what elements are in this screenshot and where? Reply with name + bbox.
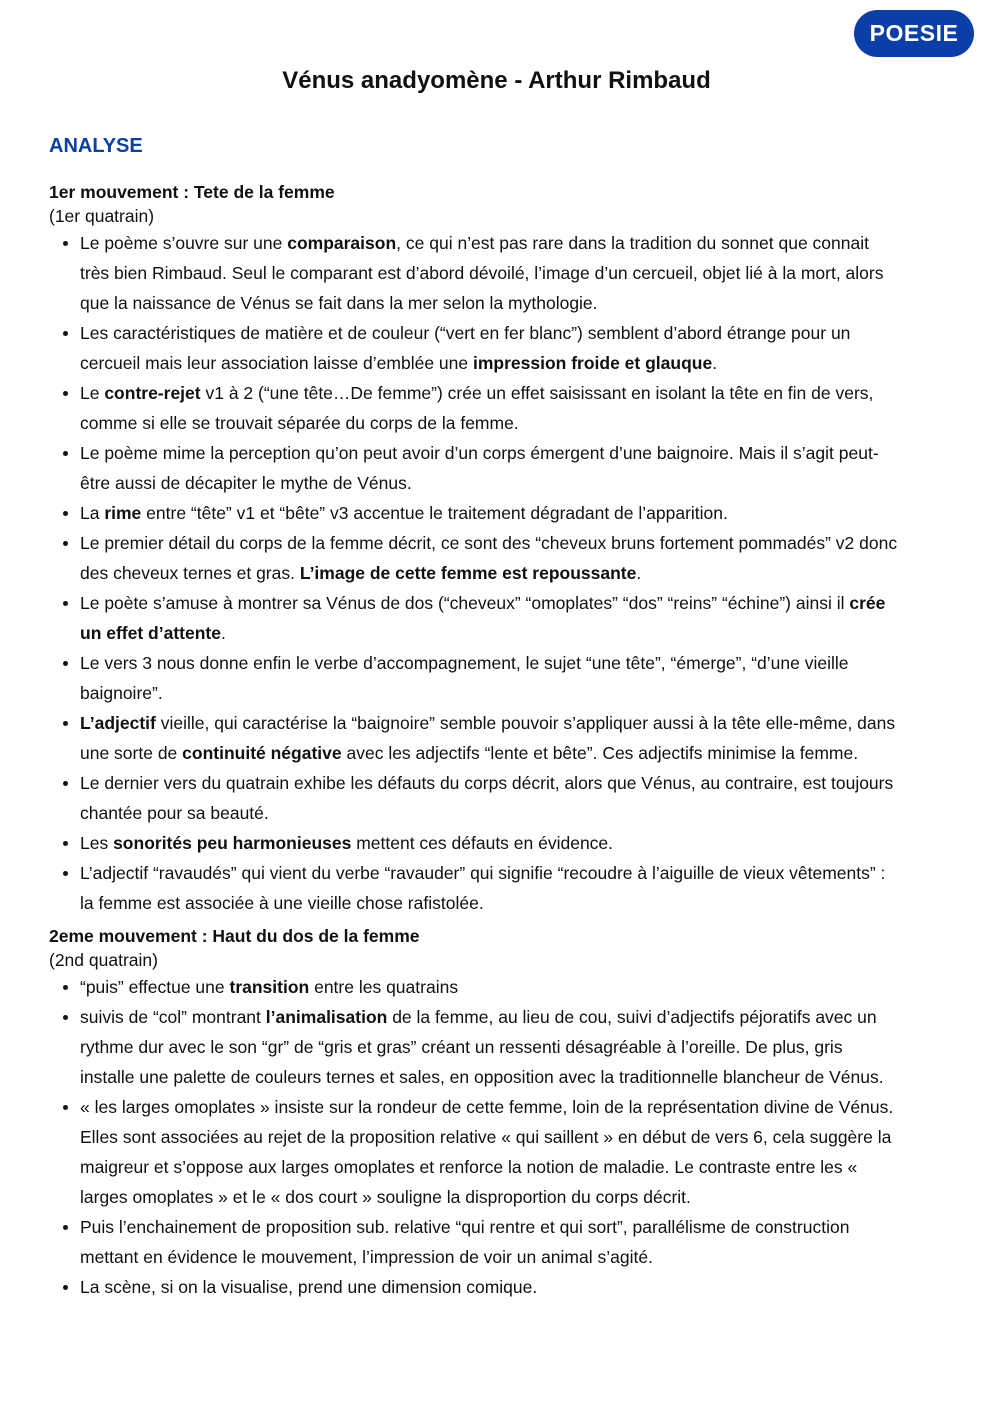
text-run: L’adjectif “ravaudés” qui vient du verbe “ravauder” qui signifie “recoudre à l’aiguille de vieux vêtements” : la femme est associée à une vieille chose rafistolée. [80, 863, 886, 913]
document-title: Vénus anadyomène - Arthur Rimbaud [282, 67, 711, 94]
bold-text: crée un effet d’attente [80, 593, 886, 643]
text-run: Les [80, 833, 114, 853]
bullet-list [49, 228, 899, 918]
text-run: Le vers 3 nous donne enfin le verbe d’accompagnement, le sujet “une tête”, “émerge”, “d’une vieille baignoire”. [80, 653, 849, 703]
bold-text: impression froide et glauque [472, 353, 713, 373]
bullet-item [49, 708, 899, 768]
text-run: . [712, 353, 718, 373]
text-run: mettent ces défauts en évidence. [351, 833, 614, 853]
bullet-item [49, 1002, 899, 1092]
bold-text: L’adjectif [80, 713, 156, 733]
text-run: avec les adjectifs “lente et bête”. Ces adjectifs minimise la femme. [341, 743, 859, 763]
bullet-item [49, 588, 899, 648]
bold-text: transition [229, 977, 310, 997]
bold-text: continuité négative [182, 743, 342, 763]
movement-subtitle: (2nd quatrain) [49, 950, 158, 970]
text-run: suivis de “col” montrant [80, 1007, 266, 1027]
text-run: vieille, qui caractérise la “baignoire” semble pouvoir s’appliquer aussi à la tête elle-même, dans une sorte de [80, 713, 896, 763]
bullet-item [49, 1212, 899, 1272]
text-run: . [220, 623, 226, 643]
bullet-item [49, 1272, 899, 1302]
bold-text: contre-rejet [104, 383, 201, 403]
movement-title: 1er mouvement : Tete de la femme [49, 182, 335, 202]
bullet-item [49, 972, 899, 1002]
text-run: La scène, si on la visualise, prend une dimension comique. [80, 1277, 538, 1297]
section-label-analyse: ANALYSE [49, 135, 143, 157]
bold-text: L’image de cette femme est repoussante [299, 563, 637, 583]
text-run: Le [80, 383, 105, 403]
movement-1 [49, 180, 899, 918]
text-run: Les caractéristiques de matière et de couleur (“vert en fer blanc”) semblent d’abord étrange pour un cercueil mais leur association laisse d’emblée une [80, 323, 851, 373]
movement-2 [49, 924, 899, 1302]
bullet-item [49, 378, 899, 438]
text-run: La [80, 503, 105, 523]
text-run: Le poème s’ouvre sur une [80, 233, 288, 253]
movement-subtitle: (1er quatrain) [49, 206, 155, 226]
bullet-item [49, 1092, 899, 1212]
bullet-item [49, 438, 899, 498]
text-run: entre “tête” v1 et “bête” v3 accentue le traitement dégradant de l’apparition. [141, 503, 728, 523]
bullet-item [49, 228, 899, 318]
text-run: Le poème mime la perception qu’on peut avoir d’un corps émergent d’une baignoire. Mais il s’agit peut-être aussi de décapiter le mythe de Vénus. [80, 443, 879, 493]
text-run: v1 à 2 (“une tête…De femme”) crée un effet saisissant en isolant la tête en fin de vers, comme si elle se trouvait séparée du corps de la femme. [80, 383, 874, 433]
text-run: Le poète s’amuse à montrer sa Vénus de dos (“cheveux” “omoplates” “dos” “reins” “échine”) ainsi il [80, 593, 850, 613]
text-run: « les larges omoplates » insiste sur la rondeur de cette femme, loin de la représentation divine de Vénus. Elles sont associées au rejet de la proposition relative « qui saillent » en début de vers 6, cela suggère la maigreur et s’oppose aux larges omoplates et renforce la notion de maladie. Le contraste entre les « larges omoplates » et le « dos court » souligne la disproportion du corps décrit. [80, 1097, 894, 1207]
text-run: Le premier détail du corps de la femme décrit, ce sont des “cheveux bruns fortement pommadés” v2 donc des cheveux ternes et gras. [80, 533, 898, 583]
bullet-item [49, 318, 899, 378]
bullet-item [49, 498, 899, 528]
bullet-item [49, 528, 899, 588]
text-run: de la femme, au lieu de cou, suivi d’adjectifs péjoratifs avec un rythme dur avec le son “gr” de “gris et gras” créant un ressenti désagréable à l’oreille. De plus, gris installe une palette de couleurs ternes et sales, en opposition avec la traditionnelle blancheur de Vénus. [80, 1007, 884, 1087]
bullet-item [49, 858, 899, 918]
text-run: Puis l’enchainement de proposition sub. relative “qui rentre et qui sort”, parallélisme de construction mettant en évidence le mouvement, l’impression de voir un animal s’agité. [80, 1217, 850, 1267]
bullet-item [49, 828, 899, 858]
text-run: entre les quatrains [309, 977, 459, 997]
bold-text: rime [104, 503, 142, 523]
bold-text: sonorités peu harmonieuses [113, 833, 352, 853]
poesie-badge: POESIE [854, 10, 974, 57]
text-run: Le dernier vers du quatrain exhibe les défauts du corps décrit, alors que Vénus, au contraire, est toujours chantée pour sa beauté. [80, 773, 894, 823]
analysis-content [49, 180, 899, 1308]
bullet-item [49, 768, 899, 828]
bullet-item [49, 648, 899, 708]
text-run: “puis” effectue une [80, 977, 230, 997]
bold-text: comparaison [287, 233, 397, 253]
text-run: . [636, 563, 642, 583]
bold-text: l’animalisation [265, 1007, 388, 1027]
bullet-list [49, 972, 899, 1302]
movement-title: 2eme mouvement : Haut du dos de la femme [49, 926, 420, 946]
text-run: , ce qui n’est pas rare dans la tradition du sonnet que connait très bien Rimbaud. Seul le comparant est d’abord dévoilé, l’image d’un cercueil, objet lié à la mort, alors que la naissance de Vénus se fait dans la mer selon la mythologie. [80, 233, 884, 313]
